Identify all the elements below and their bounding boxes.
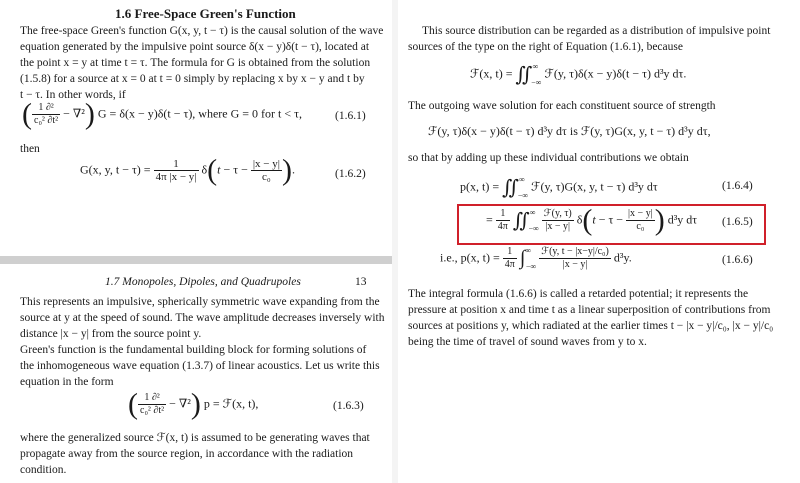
right-para1-line2: sources of the type on the right of Equation (1.6.1), because bbox=[408, 41, 683, 53]
right-para4-line2: pressure at position x and time t as a linear superposition of contributions from bbox=[408, 304, 771, 316]
left-para2-line4: Green's function is the fundamental building block for forming solutions of bbox=[20, 344, 367, 356]
eq-164-rhs: ℱ(y, τ)G(x, y, t − τ) d³y dτ bbox=[531, 179, 658, 194]
page-gap bbox=[0, 256, 392, 264]
eq-number-1-6-5: (1.6.5) bbox=[722, 216, 753, 228]
eq-a-rhs: ℱ(y, τ)δ(x − y)δ(t − τ) d³y dτ. bbox=[544, 66, 687, 81]
equation-1-6-2: G(x, y, t − τ) = $\frac{1}{4\pi |x - y|}$ δ(t − τ − $\frac{|x - y|}{\text{c₀}}$ ). bbox=[80, 153, 295, 187]
right-para4-line4: being the time of travel of sound waves from y to x. bbox=[408, 336, 647, 348]
right-para2-line: The outgoing wave solution for each constituent source of strength bbox=[408, 100, 716, 112]
left-para1-line5: t − τ. In other words, if bbox=[20, 89, 126, 101]
left-para1-line4: (1.5.8) for a source at x = 0 at t = 0 simply by replacing x by x − y and t by bbox=[20, 73, 365, 85]
section-title: 1.6 Free-Space Green's Function bbox=[115, 6, 296, 21]
left-para3-line1: where the generalized source ℱ(x, t) is assumed to be generating waves that bbox=[20, 432, 370, 444]
eq-162-lhs: G(x, y, t − τ) = bbox=[80, 162, 151, 177]
right-para3-line: so that by adding up these individual contributions we obtain bbox=[408, 152, 689, 164]
eq-a-lhs: ℱ(x, t) = bbox=[470, 66, 513, 81]
eq-number-1-6-4: (1.6.4) bbox=[722, 180, 753, 192]
left-para1-line3: the point x = y at time t = τ. The formula for G is obtained from the solution bbox=[20, 57, 371, 69]
left-para3-line2: propagate away from the source region, in accordance with the radiation bbox=[20, 448, 354, 460]
left-para1-line2: equation generated by the impulsive point source δ(x − y)δ(t − τ), located at bbox=[20, 41, 370, 53]
page-number: 13 bbox=[355, 276, 367, 288]
left-para2-line3: distance |x − y| from the source point y. bbox=[20, 328, 202, 340]
left-para3-line3: condition. bbox=[20, 464, 67, 476]
equation-source-decomposition: ℱ(x, t) = ∬∞−∞ ℱ(y, τ)δ(x − y)δ(t − τ) d³y dτ. bbox=[470, 62, 687, 87]
eq-number-1-6-1: (1.6.1) bbox=[335, 110, 366, 122]
eq-number-1-6-3: (1.6.3) bbox=[333, 400, 364, 412]
then-word: then bbox=[20, 143, 40, 155]
equation-1-6-4: p(x, t) = ∬∞−∞ ℱ(y, τ)G(x, y, t − τ) d³y dτ bbox=[460, 175, 658, 200]
left-para1-line1: The free-space Green's function G(x, y, t − τ) is the causal solution of the wave bbox=[20, 25, 384, 37]
eq-161-body: G = δ(x − y)δ(t − τ), where G = 0 for t < τ, bbox=[97, 106, 302, 121]
equation-outgoing-wave: ℱ(y, τ)δ(x − y)δ(t − τ) d³y dτ is ℱ(y, τ)G(x, y, t − τ) d³y dτ, bbox=[428, 124, 711, 138]
vertical-gap bbox=[392, 0, 398, 483]
eq-166-lhs: i.e., p(x, t) = bbox=[440, 250, 500, 265]
equation-1-6-1: ( $\frac{\text{1 ∂²}}{\text{c₀² ∂t²}}$ − ∇²) G = δ(x − y)δ(t − τ), where G = 0 for t < τ, bbox=[22, 97, 302, 131]
left-para2-line1: This represents an impulsive, spherically symmetric wave expanding from the bbox=[20, 296, 380, 308]
left-para2-line2: source at y at the speed of sound. The wave amplitude decreases inversely with bbox=[20, 312, 385, 324]
left-para2-line5: the inhomogeneous wave equation (1.3.7) of linear acoustics. Let us write this bbox=[20, 360, 380, 372]
equation-1-6-5: = $\frac{1}{4\pi}$ ∬∞−∞ $\frac{\text{ℱ(y, τ)}}{|x - y|}$ δ(t − τ − $\frac{|x - y|}{\text{c₀}}$ ) d³y dτ bbox=[486, 203, 698, 237]
running-header: 1.7 Monopoles, Dipoles, and Quadrupoles bbox=[105, 276, 301, 288]
eq-164-lhs: p(x, t) = bbox=[460, 179, 500, 194]
eq-163-rhs: p = ℱ(x, t), bbox=[203, 396, 259, 411]
right-para4-line1: The integral formula (1.6.6) is called a retarded potential; it represents the bbox=[408, 288, 749, 300]
left-para2-line6: equation in the form bbox=[20, 376, 114, 388]
eq-number-1-6-6: (1.6.6) bbox=[722, 254, 753, 266]
equation-1-6-3: ( $\frac{\text{1 ∂²}}{\text{c₀² ∂t²}}$ − ∇²) p = ℱ(x, t), bbox=[128, 387, 259, 421]
equation-1-6-6: i.e., p(x, t) = $\frac{1}{4\pi}$ ∫∞−∞ $\frac{\text{ℱ(y, t − |x−y|/c₀)}}{|x - y|}$ d³y. bbox=[440, 246, 632, 271]
right-para4-line3: sources at positions y, which radiated at the earlier times t − |x − y|/c₀, |x − y|/c₀ bbox=[408, 320, 774, 332]
eq-number-1-6-2: (1.6.2) bbox=[335, 168, 366, 180]
right-para1-line1: This source distribution can be regarded as a distribution of impulsive point bbox=[422, 25, 771, 37]
